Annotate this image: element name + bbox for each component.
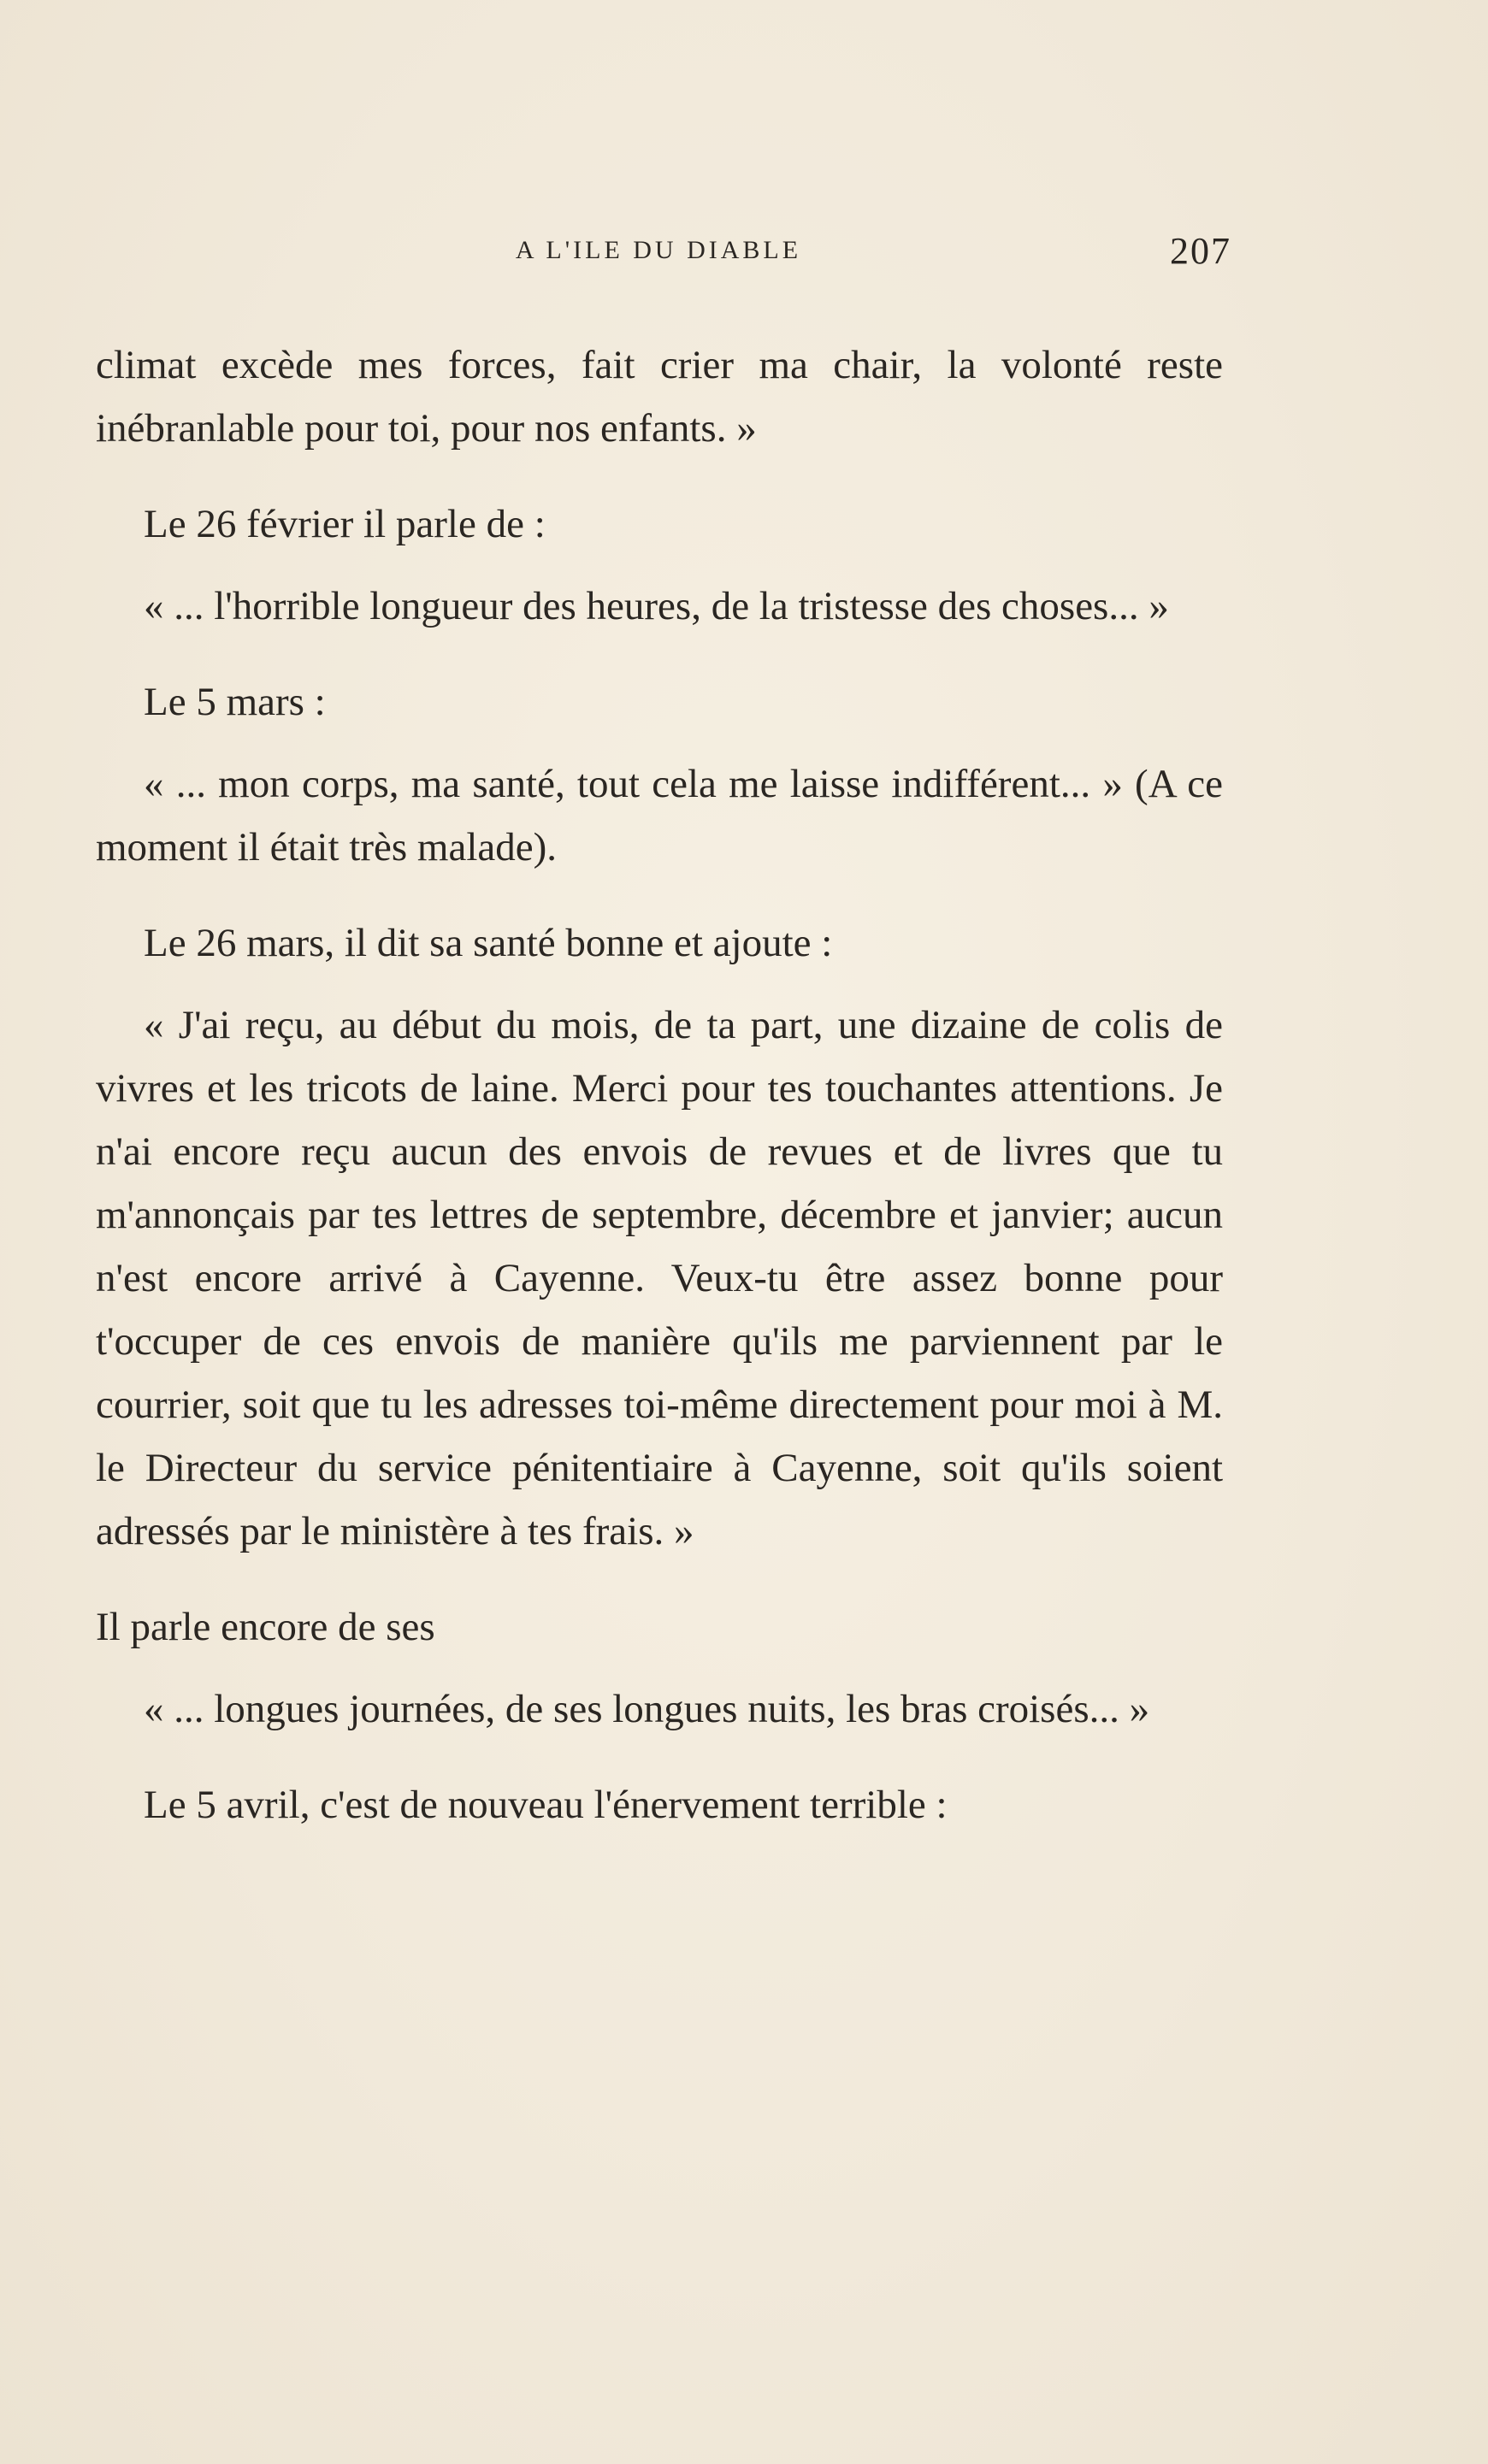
paragraph: Le 5 avril, c'est de nouveau l'énervement terrible : [144,1783,948,1827]
paragraph: Le 26 mars, il dit sa santé bonne et ajoute : [144,921,833,965]
quote-paragraph: « ... longues journées, de ses longues nuits, les bras croisés... » [144,1687,1150,1731]
paragraph: Le 26 février il parle de : [144,502,546,546]
page-header [94,229,1231,280]
quote-paragraph: « ... mon corps, ma santé, tout cela me laisse indifférent... » (A ce moment il était très malade). [96,762,1223,869]
running-head: A L'ILE DU DIABLE [515,236,802,264]
paragraph: Il parle encore de ses [96,1605,435,1649]
paragraph: Le 5 mars : [144,680,326,724]
paragraph: climat excède mes forces, fait crier ma chair, la volonté reste inébranlable pour toi, pour nos enfants. » [96,343,1223,451]
body-text [96,333,1223,1836]
page-number: 207 [1170,230,1231,272]
quote-paragraph: « ... l'horrible longueur des heures, de la tristesse des choses... » [144,584,1169,628]
quote-paragraph: « J'ai reçu, au début du mois, de ta part, une dizaine de colis de vivres et les tricots de laine. Merci pour tes touchantes attentions. Je n'ai encore reçu aucun des envois de revues et de livres que tu m'annonçais par tes lettres de septembre, décembre et janvier; aucun n'est encore arrivé à Cayenne. Veux-tu être assez bonne pour t'occuper de ces envois de manière qu'ils me parviennent par le courrier, soit que tu les adresses toi-même directement pour moi à M. le Directeur du service pénitentiaire à Cayenne, soit qu'ils soient adressés par le ministère à tes frais. » [96,1003,1223,1553]
